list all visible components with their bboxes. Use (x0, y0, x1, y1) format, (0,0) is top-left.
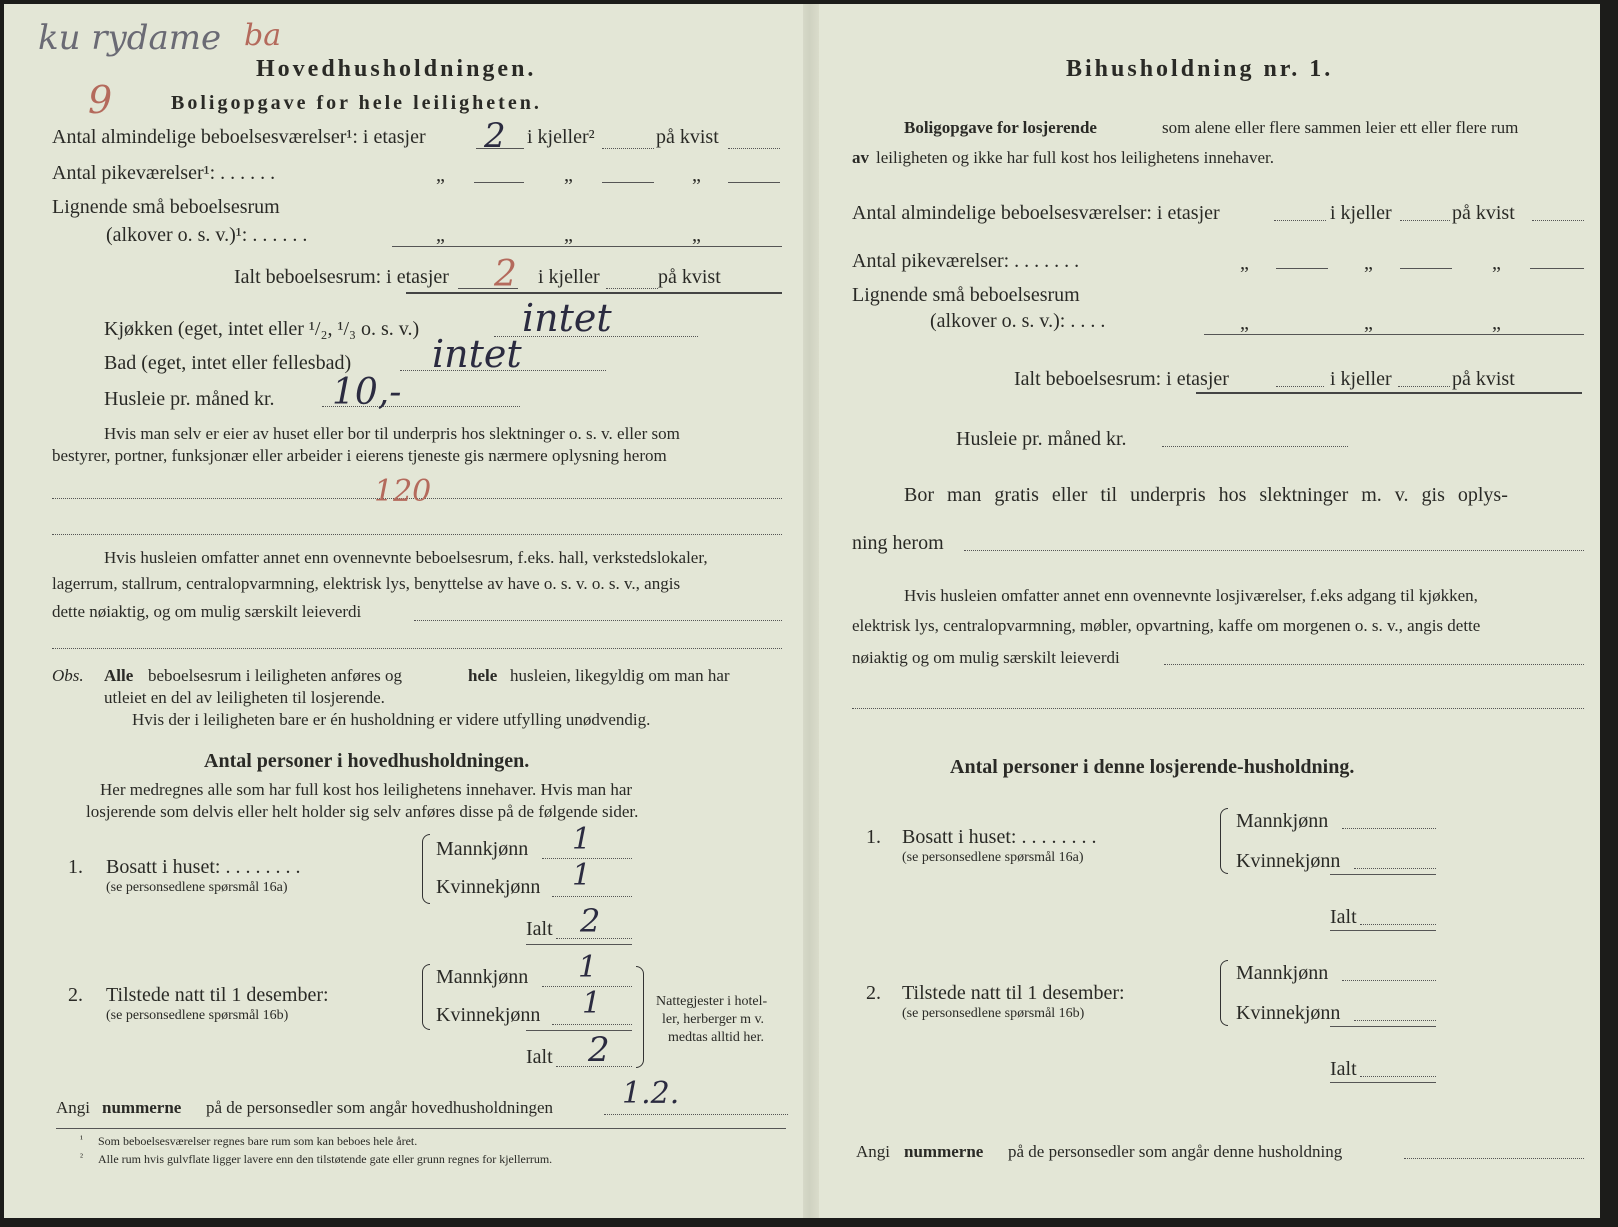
tilstede-number: 2. (866, 982, 881, 1004)
bosatt-label: Bosatt i huset: . . . . . . . . (902, 826, 1097, 848)
nattegjester-note-line1: Nattegjester i hotel- (656, 994, 768, 1009)
bosatt-sublabel: (se personsedlene spørsmål 16a) (902, 850, 1084, 865)
bosatt-number: 1. (68, 856, 83, 878)
obs-word-hele: hele (468, 666, 498, 685)
kvist-field[interactable] (728, 148, 780, 149)
row-pikevaerelser-label: Antal pikeværelser¹: . . . . . . (52, 162, 276, 184)
omfatter-text-line1: Hvis husleien omfatter annet enn ovennevnte beboelsesrum, f.eks. hall, verkstedslokaler, (104, 548, 708, 567)
footnote-mark-1: ¹ (80, 1134, 83, 1145)
ialt-kjeller-field[interactable] (606, 288, 658, 289)
husleie-value: 10,- (332, 372, 402, 413)
obs-word-alle: Alle (104, 666, 134, 685)
tilstede-kvinne-label: Kvinnekjønn (1236, 1002, 1341, 1024)
intro-text: som alene eller flere sammen leier ett eller flere rum (1162, 118, 1519, 137)
tilstede-brace (1220, 960, 1228, 1026)
row-almindelige-kvist: på kvist (656, 126, 719, 148)
kvist-field[interactable] (1532, 220, 1584, 221)
husleie-label: Husleie pr. måned kr. (956, 428, 1127, 450)
bosatt-number: 1. (866, 826, 881, 848)
angi-value: 1.2. (622, 1076, 680, 1111)
eier-text-line2: bestyrer, portner, funksjonær eller arbeider i eierens tjeneste gis nærmere oplysning herom (52, 446, 667, 465)
omfatter-text-line3: nøiaktig og om mulig særskilt leieverdi (852, 648, 1120, 667)
bosatt-ialt-rule (526, 944, 632, 945)
personer-heading: Antal personer i denne losjerende-husholdning. (950, 756, 1355, 778)
tilstede-ialt-rule (1330, 1082, 1436, 1083)
ditto-mark: „ (692, 224, 701, 246)
bosatt-mann-field[interactable] (1342, 828, 1436, 829)
bosatt-ialt-value: 2 (580, 902, 601, 940)
lignende-underline (1204, 334, 1584, 335)
omfatter-field-line1[interactable] (414, 620, 782, 621)
pike-kjeller-field[interactable] (602, 182, 654, 183)
bihusholdning-title: Bihusholdning nr. 1. (1066, 56, 1334, 82)
tilstede-label: Tilstede natt til 1 desember: (902, 982, 1125, 1004)
ditto-mark: „ (564, 164, 573, 186)
tilstede-kvinne-rule (526, 1030, 632, 1031)
obs-label: Obs. (52, 666, 84, 685)
bosatt-ialt-field[interactable] (1360, 924, 1436, 925)
tilstede-kvinne-value: 1 (582, 986, 602, 1021)
nattegjester-note-line3: medtas alltid her. (668, 1030, 765, 1045)
obs-text: beboelsesrum i leiligheten anføres og (148, 666, 402, 685)
pike-kvist-field[interactable] (1530, 268, 1584, 269)
ditto-mark: „ (692, 164, 701, 186)
footnote-1: Som beboelsesværelser regnes bare rum som kan beboes hele året. (98, 1134, 418, 1148)
personer-text-line1: Her medregnes alle som har full kost hos leilighetens innehaver. Hvis man har (100, 780, 633, 799)
bosatt-mann-label: Mannkjønn (1236, 810, 1329, 832)
angi-label: Angi (56, 1098, 90, 1117)
row-almindelige-kjeller: i kjeller² (527, 126, 595, 148)
personer-text-line2: losjerende som delvis eller helt holder sig selv anføres disse på de følgende sider. (86, 802, 639, 821)
tilstede-ialt-label: Ialt (526, 1046, 553, 1068)
eier-text-line1: Hvis man selv er eier av huset eller bor til underpris hos slektninger o. s. v. eller som (104, 424, 680, 443)
bosatt-kvinne-value: 1 (572, 858, 592, 893)
pencil-annotation: ku rydame (38, 18, 222, 58)
bosatt-brace (422, 834, 430, 904)
obs-text-line3: Hvis der i leiligheten bare er én husholdning er videre utfylling unødvendig. (132, 710, 651, 729)
row-lignende-sub: (alkover o. s. v.)¹: . . . . . . (106, 224, 308, 246)
omfatter-text-line2: lagerrum, stallrum, centralopvarmning, elektrisk lys, benyttelse av have o. s. v. o. s. v., angis (52, 574, 681, 593)
pike-etasjer-field[interactable] (1276, 268, 1328, 269)
tilstede-kvinne-rule (1330, 1026, 1436, 1027)
ditto-mark: „ (1240, 252, 1249, 274)
pencil-annotation-red: ba (244, 18, 282, 53)
kjeller-field[interactable] (602, 148, 654, 149)
omfatter-text-line2: elektrisk lys, centralopvarmning, møbler, opvartning, kaffe om morgenen o. s. v., angis dette (852, 616, 1481, 635)
tilstede-kvinne-label: Kvinnekjønn (436, 1004, 541, 1026)
gratis-text-line1: Bor man gratis eller til underpris hos slektninger m. v. gis oplys- (904, 484, 1508, 506)
etasjer-field[interactable] (1274, 220, 1326, 221)
tilstede-kvinne-field[interactable] (552, 1024, 632, 1025)
bosatt-ialt-label: Ialt (1330, 906, 1357, 928)
ditto-mark: „ (1492, 252, 1501, 274)
tilstede-kvinne-field[interactable] (1354, 1020, 1436, 1021)
angi-text: på de personsedler som angår hovedhusholdningen (206, 1098, 553, 1117)
red-annotation-number: 9 (88, 78, 113, 122)
ialt-double-line (406, 292, 782, 294)
bosatt-kvinne-field[interactable] (552, 896, 632, 897)
etasjer-value: 2 (484, 116, 506, 156)
tilstede-mann-field[interactable] (1342, 980, 1436, 981)
footnote-2: Alle rum hvis gulvflate ligger lavere enn den tilstøtende gate eller grunn regnes for kjellerrum. (98, 1152, 553, 1166)
intro-line2-bold: av (852, 148, 869, 167)
pike-etasjer-field[interactable] (474, 182, 524, 183)
row-ialt-kvist: på kvist (1452, 368, 1515, 390)
tilstede-sublabel: (se personsedlene spørsmål 16b) (106, 1008, 289, 1023)
ditto-mark: „ (1364, 312, 1373, 334)
intro-line2: leiligheten og ikke har full kost hos leilighetens innehaver. (876, 148, 1274, 167)
bad-value: intet (432, 332, 522, 376)
pike-kvist-field[interactable] (728, 182, 780, 183)
obs-text-line2: utleiet en del av leiligheten til losjerende. (104, 688, 385, 707)
tilstede-mann-value: 1 (578, 950, 598, 985)
ialt-kjeller-field[interactable] (1398, 386, 1450, 387)
tilstede-mann-label: Mannkjønn (436, 966, 529, 988)
ditto-mark: „ (1240, 312, 1249, 334)
bosatt-label: Bosatt i huset: . . . . . . . . (106, 856, 301, 878)
personer-heading: Antal personer i hovedhusholdningen. (204, 750, 530, 772)
ialt-double-line (1196, 392, 1582, 394)
ditto-mark: „ (436, 164, 445, 186)
gratis-field[interactable] (964, 550, 1584, 551)
omfatter-field-line2[interactable] (852, 708, 1584, 709)
gratis-text-line2: ning herom (852, 532, 944, 554)
row-pikevaerelser-label: Antal pikeværelser: . . . . . . . (852, 250, 1080, 272)
ialt-etasjer-field[interactable] (1276, 386, 1324, 387)
omfatter-field-line1[interactable] (1164, 664, 1584, 665)
footnote-mark-2: ² (80, 1152, 83, 1163)
row-almindelige-kjeller: i kjeller (1330, 202, 1392, 224)
tilstede-mann-label: Mannkjønn (1236, 962, 1329, 984)
row-lignende-sub: (alkover o. s. v.): . . . . (930, 310, 1106, 332)
bosatt-brace (1220, 808, 1228, 874)
ditto-mark: „ (1364, 252, 1373, 274)
omfatter-field-line2[interactable] (52, 648, 782, 649)
omfatter-text-line1: Hvis husleien omfatter annet enn ovennevnte losjiværelser, f.eks adgang til kjøkken, (904, 586, 1478, 605)
ditto-mark: „ (1492, 312, 1501, 334)
row-ialt-label: Ialt beboelsesrum: i etasjer (234, 266, 449, 288)
row-lignende-label: Lignende små beboelsesrum (52, 196, 280, 218)
row-lignende-label: Lignende små beboelsesrum (852, 284, 1080, 306)
pike-kjeller-field[interactable] (1400, 268, 1452, 269)
row-ialt-kjeller: i kjeller (1330, 368, 1392, 390)
row-ialt-kjeller: i kjeller (538, 266, 600, 288)
row-ialt-kvist: på kvist (658, 266, 721, 288)
angi-nummerne: nummerne (904, 1142, 984, 1161)
ditto-mark: „ (436, 224, 445, 246)
row-almindelige-kvist: på kvist (1452, 202, 1515, 224)
obs-text: husleien, likegyldig om man har (510, 666, 730, 685)
bosatt-ialt-rule (1330, 930, 1436, 931)
angi-field[interactable] (1404, 1158, 1584, 1159)
husleie-field[interactable] (1162, 446, 1348, 447)
bosatt-kvinne-rule (1330, 874, 1436, 875)
husleie-label: Husleie pr. måned kr. (104, 388, 275, 410)
kjokken-value: intet (522, 296, 612, 340)
nattegjester-note-line2: ler, herberger m v. (662, 1012, 765, 1027)
angi-field[interactable] (604, 1114, 788, 1115)
tilstede-sublabel: (se personsedlene spørsmål 16b) (902, 1006, 1085, 1021)
ialt-etasjer-value: 2 (494, 254, 517, 295)
tilstede-ialt-label: Ialt (1330, 1058, 1357, 1080)
nattegjester-brace (636, 966, 644, 1068)
kjokken-label: Kjøkken (eget, intet eller ¹/₂, ¹/₃ o. s. v.) (104, 318, 420, 340)
ditto-mark: „ (564, 224, 573, 246)
tilstede-ialt-field[interactable] (1360, 1076, 1436, 1077)
lignende-underline (392, 246, 782, 247)
kjeller-field[interactable] (1400, 220, 1450, 221)
row-almindelige-label: Antal almindelige beboelsesværelser¹: i etasjer (52, 126, 426, 148)
intro-bold: Boligopgave for losjerende (904, 118, 1097, 137)
tilstede-number: 2. (68, 984, 83, 1006)
bosatt-sublabel: (se personsedlene spørsmål 16a) (106, 880, 288, 895)
page-subtitle: Boligopgave for hele leiligheten. (171, 92, 542, 114)
bosatt-kvinne-label: Kvinnekjønn (436, 876, 541, 898)
page-title: Hovedhusholdningen. (256, 56, 537, 82)
bosatt-kvinne-label: Kvinnekjønn (1236, 850, 1341, 872)
row-ialt-label: Ialt beboelsesrum: i etasjer (1014, 368, 1229, 390)
tilstede-brace (422, 964, 430, 1030)
eier-value: 120 (374, 474, 432, 509)
bosatt-kvinne-field[interactable] (1354, 868, 1436, 869)
tilstede-label: Tilstede natt til 1 desember: (106, 984, 329, 1006)
omfatter-text-line3: dette nøiaktig, og om mulig særskilt leieverdi (52, 602, 362, 621)
row-almindelige-label: Antal almindelige beboelsesværelser: i etasjer (852, 202, 1220, 224)
bosatt-ialt-label: Ialt (526, 918, 553, 940)
bosatt-mann-value: 1 (572, 822, 592, 857)
angi-label: Angi (856, 1142, 890, 1161)
eier-field-line2[interactable] (52, 534, 782, 535)
angi-text: på de personsedler som angår denne husholdning (1008, 1142, 1343, 1161)
bad-label: Bad (eget, intet eller fellesbad) (104, 352, 352, 374)
bosatt-mann-label: Mannkjønn (436, 838, 529, 860)
tilstede-ialt-value: 2 (588, 1030, 610, 1070)
angi-nummerne: nummerne (102, 1098, 182, 1117)
page-fold (803, 4, 819, 1218)
footnote-rule (56, 1128, 786, 1129)
